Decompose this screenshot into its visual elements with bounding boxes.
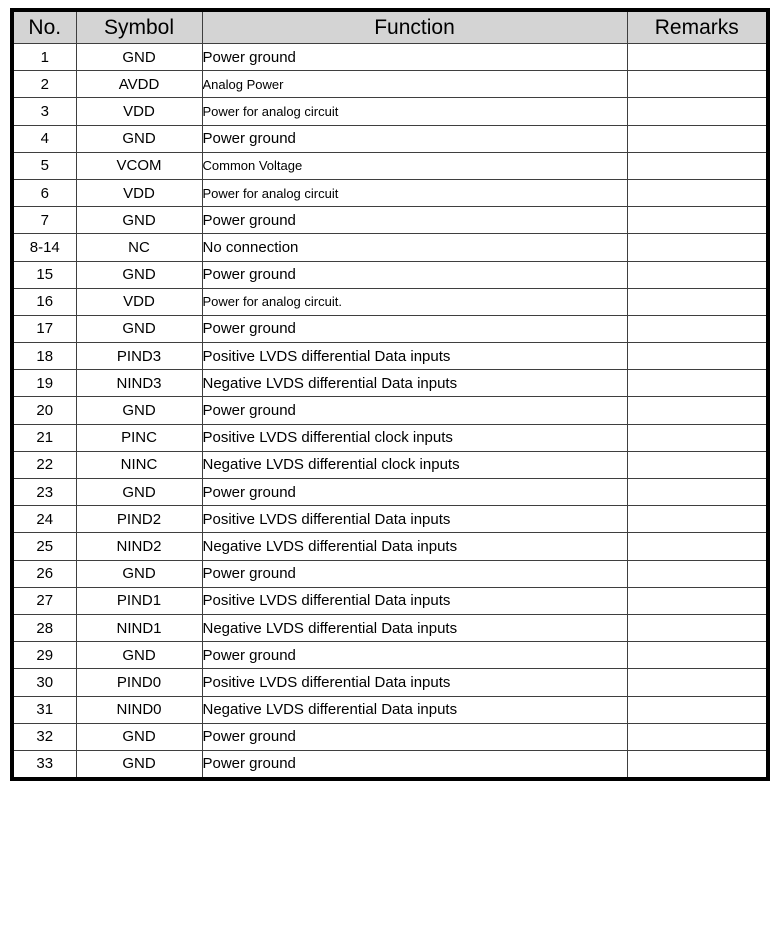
pin-remarks-cell (627, 71, 768, 98)
pin-no-cell: 27 (12, 587, 76, 614)
table-body (12, 44, 768, 780)
pin-symbol-cell: GND (76, 642, 202, 669)
pin-no-cell: 20 (12, 397, 76, 424)
pin-no-cell: 17 (12, 315, 76, 342)
pin-no-cell: 32 (12, 723, 76, 750)
pin-no-cell: 30 (12, 669, 76, 696)
pin-symbol-cell: GND (76, 560, 202, 587)
pin-remarks-cell (627, 261, 768, 288)
pin-no-cell: 1 (12, 44, 76, 71)
pin-symbol-cell: GND (76, 723, 202, 750)
pin-remarks-cell (627, 424, 768, 451)
pin-function-cell: Power ground (202, 44, 627, 71)
pin-symbol-cell: PIND2 (76, 506, 202, 533)
pin-remarks-cell (627, 506, 768, 533)
pin-no-cell: 31 (12, 696, 76, 723)
table-row (12, 44, 768, 71)
table-row (12, 506, 768, 533)
pin-symbol-cell: VCOM (76, 152, 202, 179)
pin-symbol-cell: NIND0 (76, 696, 202, 723)
pin-function-cell: Positive LVDS differential Data inputs (202, 343, 627, 370)
table-row (12, 669, 768, 696)
pin-symbol-cell: GND (76, 479, 202, 506)
table-row (12, 343, 768, 370)
pin-function-cell: Power ground (202, 642, 627, 669)
pin-remarks-cell (627, 234, 768, 261)
pin-function-cell: Power ground (202, 207, 627, 234)
table-header-row (12, 10, 768, 44)
pin-remarks-cell (627, 451, 768, 478)
pin-no-cell: 6 (12, 179, 76, 206)
pin-remarks-cell (627, 533, 768, 560)
pin-remarks-cell (627, 669, 768, 696)
pin-function-cell: Power ground (202, 125, 627, 152)
pin-remarks-cell (627, 125, 768, 152)
pin-no-cell: 25 (12, 533, 76, 560)
col-header-symbol: Symbol (76, 10, 202, 44)
table-row (12, 560, 768, 587)
table-row (12, 397, 768, 424)
col-header-function: Function (202, 10, 627, 44)
pin-remarks-cell (627, 479, 768, 506)
table-row (12, 315, 768, 342)
pin-remarks-cell (627, 152, 768, 179)
pin-symbol-cell: GND (76, 315, 202, 342)
pin-function-cell: Negative LVDS differential Data inputs (202, 614, 627, 641)
pin-no-cell: 19 (12, 370, 76, 397)
pin-remarks-cell (627, 614, 768, 641)
pin-symbol-cell: GND (76, 750, 202, 779)
pin-no-cell: 21 (12, 424, 76, 451)
pin-symbol-cell: VDD (76, 179, 202, 206)
table-row (12, 642, 768, 669)
pin-no-cell: 26 (12, 560, 76, 587)
pin-symbol-cell: PINC (76, 424, 202, 451)
table-row (12, 152, 768, 179)
pin-symbol-cell: NC (76, 234, 202, 261)
pin-no-cell: 2 (12, 71, 76, 98)
pin-symbol-cell: GND (76, 261, 202, 288)
pin-function-cell: Negative LVDS differential clock inputs (202, 451, 627, 478)
pin-symbol-cell: NINC (76, 451, 202, 478)
table-row (12, 696, 768, 723)
pin-symbol-cell: GND (76, 44, 202, 71)
pin-symbol-cell: NIND2 (76, 533, 202, 560)
pin-function-cell: Positive LVDS differential Data inputs (202, 587, 627, 614)
pin-no-cell: 23 (12, 479, 76, 506)
pin-remarks-cell (627, 397, 768, 424)
pin-function-cell: Common Voltage (202, 152, 627, 179)
pin-function-cell: Negative LVDS differential Data inputs (202, 696, 627, 723)
pin-function-cell: Power for analog circuit (202, 98, 627, 125)
pin-symbol-cell: GND (76, 397, 202, 424)
table-row (12, 288, 768, 315)
pin-function-cell: Analog Power (202, 71, 627, 98)
pin-symbol-cell: PIND0 (76, 669, 202, 696)
col-header-no: No. (12, 10, 76, 44)
pin-no-cell: 18 (12, 343, 76, 370)
pin-remarks-cell (627, 207, 768, 234)
pin-function-cell: Power ground (202, 723, 627, 750)
table-row (12, 614, 768, 641)
table-row (12, 587, 768, 614)
table-row (12, 479, 768, 506)
pin-function-cell: Power for analog circuit (202, 179, 627, 206)
table-row (12, 125, 768, 152)
pin-symbol-cell: PIND3 (76, 343, 202, 370)
pin-function-cell: No connection (202, 234, 627, 261)
pin-symbol-cell: AVDD (76, 71, 202, 98)
pin-symbol-cell: NIND3 (76, 370, 202, 397)
pin-function-cell: Power ground (202, 560, 627, 587)
table-row (12, 533, 768, 560)
pin-no-cell: 28 (12, 614, 76, 641)
pin-no-cell: 29 (12, 642, 76, 669)
pin-no-cell: 3 (12, 98, 76, 125)
pin-no-cell: 5 (12, 152, 76, 179)
pin-no-cell: 4 (12, 125, 76, 152)
pin-no-cell: 16 (12, 288, 76, 315)
table-row (12, 261, 768, 288)
pin-remarks-cell (627, 642, 768, 669)
table-row (12, 98, 768, 125)
pin-remarks-cell (627, 696, 768, 723)
pin-remarks-cell (627, 98, 768, 125)
pin-function-cell: Power for analog circuit. (202, 288, 627, 315)
pin-function-cell: Power ground (202, 261, 627, 288)
pin-no-cell: 24 (12, 506, 76, 533)
pin-remarks-cell (627, 723, 768, 750)
pin-no-cell: 15 (12, 261, 76, 288)
table-row (12, 723, 768, 750)
pin-function-cell: Negative LVDS differential Data inputs (202, 370, 627, 397)
pin-function-cell: Positive LVDS differential Data inputs (202, 669, 627, 696)
col-header-remarks: Remarks (627, 10, 768, 44)
pin-symbol-cell: VDD (76, 288, 202, 315)
pin-remarks-cell (627, 315, 768, 342)
table-row (12, 179, 768, 206)
pin-remarks-cell (627, 370, 768, 397)
pin-function-table (10, 8, 770, 781)
pin-remarks-cell (627, 750, 768, 779)
pin-function-cell: Power ground (202, 397, 627, 424)
pin-symbol-cell: GND (76, 125, 202, 152)
table-row (12, 750, 768, 779)
pin-function-cell: Power ground (202, 750, 627, 779)
pin-no-cell: 7 (12, 207, 76, 234)
table-row (12, 234, 768, 261)
pin-no-cell: 8-14 (12, 234, 76, 261)
pin-no-cell: 22 (12, 451, 76, 478)
pin-remarks-cell (627, 288, 768, 315)
table-row (12, 370, 768, 397)
table-row (12, 451, 768, 478)
pin-function-cell: Power ground (202, 479, 627, 506)
table-row (12, 207, 768, 234)
pin-remarks-cell (627, 560, 768, 587)
pin-function-cell: Power ground (202, 315, 627, 342)
pin-function-cell: Positive LVDS differential clock inputs (202, 424, 627, 451)
pin-symbol-cell: GND (76, 207, 202, 234)
pin-remarks-cell (627, 44, 768, 71)
pin-remarks-cell (627, 343, 768, 370)
pin-remarks-cell (627, 179, 768, 206)
table-row (12, 424, 768, 451)
pin-function-cell: Negative LVDS differential Data inputs (202, 533, 627, 560)
pin-no-cell: 33 (12, 750, 76, 779)
pin-remarks-cell (627, 587, 768, 614)
table-row (12, 71, 768, 98)
pin-symbol-cell: NIND1 (76, 614, 202, 641)
pin-function-cell: Positive LVDS differential Data inputs (202, 506, 627, 533)
pin-symbol-cell: PIND1 (76, 587, 202, 614)
pin-symbol-cell: VDD (76, 98, 202, 125)
